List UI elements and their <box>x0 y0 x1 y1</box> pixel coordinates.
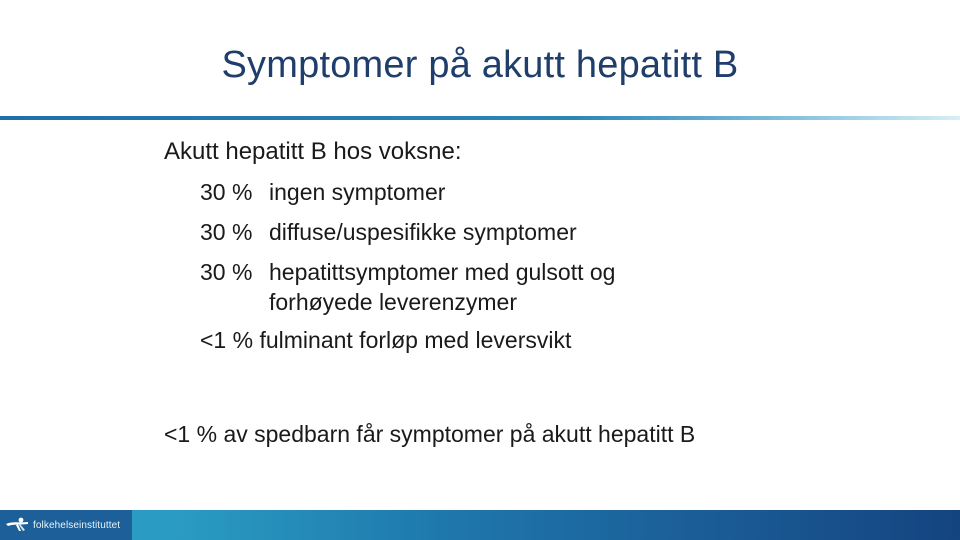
fhi-figure-icon <box>4 515 32 535</box>
symptom-list <box>200 176 800 364</box>
logo-text: folkehelseinstituttet <box>33 519 121 531</box>
item-text: ingen symptomer <box>269 179 446 205</box>
item-text: diffuse/uspesifikke symptomer <box>269 219 577 245</box>
list-item <box>200 176 800 208</box>
title-divider <box>0 116 960 120</box>
footer-bar <box>0 510 960 540</box>
infant-note: <1 % av spedbarn får symptomer på akutt hepatitt B <box>164 421 696 447</box>
list-item <box>200 256 800 316</box>
list-item <box>200 324 800 356</box>
slide-title: Symptomer på akutt hepatitt B <box>221 44 739 86</box>
fhi-logo <box>0 510 132 540</box>
item-percentage: 30 % <box>200 179 253 205</box>
item-percentage: <1 % <box>200 327 254 353</box>
item-text: hepatittsymptomer med gulsott og <box>269 259 616 285</box>
item-text: fulminant forløp med leversvikt <box>259 327 572 353</box>
item-text-continued: forhøyede leverenzymer <box>269 289 517 315</box>
item-percentage: 30 % <box>200 259 253 285</box>
list-item <box>200 216 800 248</box>
item-percentage: 30 % <box>200 219 253 245</box>
section-heading: Akutt hepatitt B hos voksne: <box>164 138 462 165</box>
